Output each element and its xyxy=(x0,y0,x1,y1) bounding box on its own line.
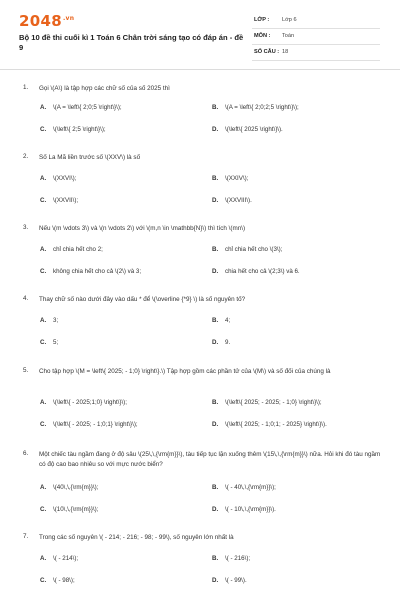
info-value: 18 xyxy=(282,49,289,55)
option-letter: D. xyxy=(212,126,219,133)
question-number: 4. xyxy=(23,295,29,302)
option-letter: C. xyxy=(40,339,47,346)
exam-info-table xyxy=(252,13,380,61)
option-letter: B. xyxy=(212,399,219,406)
info-label: LỚP : xyxy=(254,17,270,23)
option-letter: A. xyxy=(40,555,47,562)
option-text: \(\left\{ - 2025;1;0} \right\}\); xyxy=(53,399,127,406)
question-number: 1. xyxy=(23,84,29,91)
answer-option[interactable] xyxy=(212,421,327,428)
page-title: Bộ 10 đề thi cuối kì 1 Toán 6 Chân trời sáng tạo có đáp án - đề 9 xyxy=(19,33,244,52)
answer-option[interactable] xyxy=(40,317,58,324)
answer-option[interactable] xyxy=(40,577,75,584)
option-letter: D. xyxy=(212,339,219,346)
site-logo[interactable] xyxy=(19,12,74,30)
option-text: chỉ chia hết cho \(3\); xyxy=(225,246,283,253)
answer-option[interactable] xyxy=(212,246,282,253)
answer-option[interactable] xyxy=(40,104,122,111)
option-letter: C. xyxy=(40,577,47,584)
option-text: \( - 216\); xyxy=(225,555,251,562)
option-text: \(10\,\,{\rm{m}}\); xyxy=(53,506,99,513)
option-letter: B. xyxy=(212,317,219,324)
question-text: Số La Mã liền trước số \(XXV\) là số xyxy=(39,154,141,161)
option-letter: B. xyxy=(212,555,219,562)
option-text: 4; xyxy=(225,317,231,324)
answer-option[interactable] xyxy=(40,126,106,133)
answer-option[interactable] xyxy=(40,399,127,406)
option-text: \(\left\{ - 2025; - 1;0;1} \right\}\); xyxy=(53,421,138,428)
info-label: MÔN : xyxy=(254,33,271,39)
answer-option[interactable] xyxy=(212,399,322,406)
info-value: Lớp 6 xyxy=(282,17,297,23)
option-text: \(XXVIII\). xyxy=(225,197,252,204)
question-number: 3. xyxy=(23,224,29,231)
option-text: \( - 10\,\,{\rm{m}}\). xyxy=(225,506,276,513)
logo-suffix: .vn xyxy=(62,15,75,22)
option-letter: A. xyxy=(40,175,47,182)
logo-text: 2048 xyxy=(19,12,62,30)
option-letter: A. xyxy=(40,246,47,253)
option-letter: B. xyxy=(212,104,219,111)
option-text: \( - 214\); xyxy=(53,555,79,562)
question-number: 6. xyxy=(23,450,29,457)
question-text: Một chiếc tàu ngầm đang ở độ sâu \(25\,\,{\rm{m}}\), tàu tiếp tục lặn xuống thêm \(15\,\,{\rm{m}}\) nữa. Hỏi khi đó tàu ngầm có độ cao bao nhiêu so với mực nước biển? xyxy=(39,451,381,468)
option-text: \(XXIV\); xyxy=(225,175,249,182)
option-text: chia hết cho cả \(2;3\) và 6. xyxy=(225,268,300,275)
option-text: \(XXVII\); xyxy=(53,197,79,204)
option-letter: C. xyxy=(40,268,47,275)
answer-option[interactable] xyxy=(212,555,250,562)
option-letter: C. xyxy=(40,126,47,133)
option-text: \(A = \left\{ 2;0;5 \right\}\); xyxy=(53,104,122,111)
answer-option[interactable] xyxy=(212,175,248,182)
question-text: Nếu \(m \vdots 3\) và \(n \vdots 2\) với \(m,n \in \mathbb{N}\) thì tích \(mn\) xyxy=(39,225,246,232)
info-value: Toán xyxy=(282,33,295,39)
answer-option[interactable] xyxy=(40,268,141,275)
option-letter: A. xyxy=(40,104,47,111)
answer-option[interactable] xyxy=(40,175,76,182)
option-letter: D. xyxy=(212,577,219,584)
option-text: chỉ chia hết cho 2; xyxy=(53,246,103,253)
option-text: 3; xyxy=(53,317,59,324)
option-letter: C. xyxy=(40,197,47,204)
answer-option[interactable] xyxy=(212,268,300,275)
option-text: \( - 98\); xyxy=(53,577,75,584)
option-text: \(\left\{ 2025; - 2025; - 1;0} \right\}\); xyxy=(225,399,322,406)
answer-option[interactable] xyxy=(40,421,138,428)
option-letter: D. xyxy=(212,506,219,513)
option-text: \(\left\{ 2025 \right\}\). xyxy=(225,126,283,133)
option-text: \(40\,\,{\rm{m}}\); xyxy=(53,484,99,491)
option-text: \(\left\{ 2025; - 1;0;1; - 2025} \right\}\). xyxy=(225,421,327,428)
option-text: 5; xyxy=(53,339,59,346)
option-text: \(\left\{ 2;5 \right\}\); xyxy=(53,126,106,133)
option-text: \( - 40\,\,{\rm{m}}\); xyxy=(225,484,276,491)
page-header xyxy=(0,0,400,70)
option-text: \(XXVI\); xyxy=(53,175,77,182)
answer-option[interactable] xyxy=(40,197,78,204)
answer-option[interactable] xyxy=(212,126,283,133)
info-row-class xyxy=(252,13,380,29)
question-text: Cho tập hợp \(M = \left\{ 2025; - 1;0} \right\}.\) Tập hợp gồm các phần tử của \(M\) và số đối của chúng là xyxy=(39,368,331,375)
answer-option[interactable] xyxy=(40,506,98,513)
answer-option[interactable] xyxy=(212,317,230,324)
option-letter: C. xyxy=(40,421,47,428)
option-text: không chia hết cho cả \(2\) và 3; xyxy=(53,268,142,275)
option-letter: A. xyxy=(40,317,47,324)
answer-option[interactable] xyxy=(212,339,230,346)
option-text: 9. xyxy=(225,339,231,346)
option-letter: B. xyxy=(212,246,219,253)
question-text: Trong các số nguyên \( - 214; - 216; - 98; - 99\), số nguyên lớn nhất là xyxy=(39,534,234,541)
option-letter: D. xyxy=(212,421,219,428)
option-text: \(A = \left\{ 2;0;2;5 \right\}\); xyxy=(225,104,299,111)
info-label: SỐ CÂU : xyxy=(254,49,280,55)
answer-option[interactable] xyxy=(212,577,247,584)
option-letter: A. xyxy=(40,399,47,406)
answer-option[interactable] xyxy=(40,339,58,346)
option-letter: B. xyxy=(212,175,219,182)
question-text: Gọi \(A\) là tập hợp các chữ số của số 2025 thì xyxy=(39,85,170,92)
info-row-subject xyxy=(252,29,380,45)
answer-option[interactable] xyxy=(212,484,276,491)
answer-option[interactable] xyxy=(212,104,299,111)
answer-option[interactable] xyxy=(212,197,252,204)
option-letter: D. xyxy=(212,268,219,275)
option-letter: C. xyxy=(40,506,47,513)
question-number: 5. xyxy=(23,367,29,374)
question-number: 7. xyxy=(23,533,29,540)
option-text: \( - 99\). xyxy=(225,577,247,584)
answer-option[interactable] xyxy=(40,555,78,562)
option-letter: A. xyxy=(40,484,47,491)
option-letter: D. xyxy=(212,197,219,204)
option-letter: B. xyxy=(212,484,219,491)
answer-option[interactable] xyxy=(212,506,276,513)
info-row-question-count xyxy=(252,45,380,61)
question-number: 2. xyxy=(23,153,29,160)
answer-option[interactable] xyxy=(40,484,98,491)
question-text: Thay chữ số nào dưới đây vào dấu * để \(\overline {*9} \) là số nguyên tố? xyxy=(39,296,246,303)
answer-option[interactable] xyxy=(40,246,103,253)
